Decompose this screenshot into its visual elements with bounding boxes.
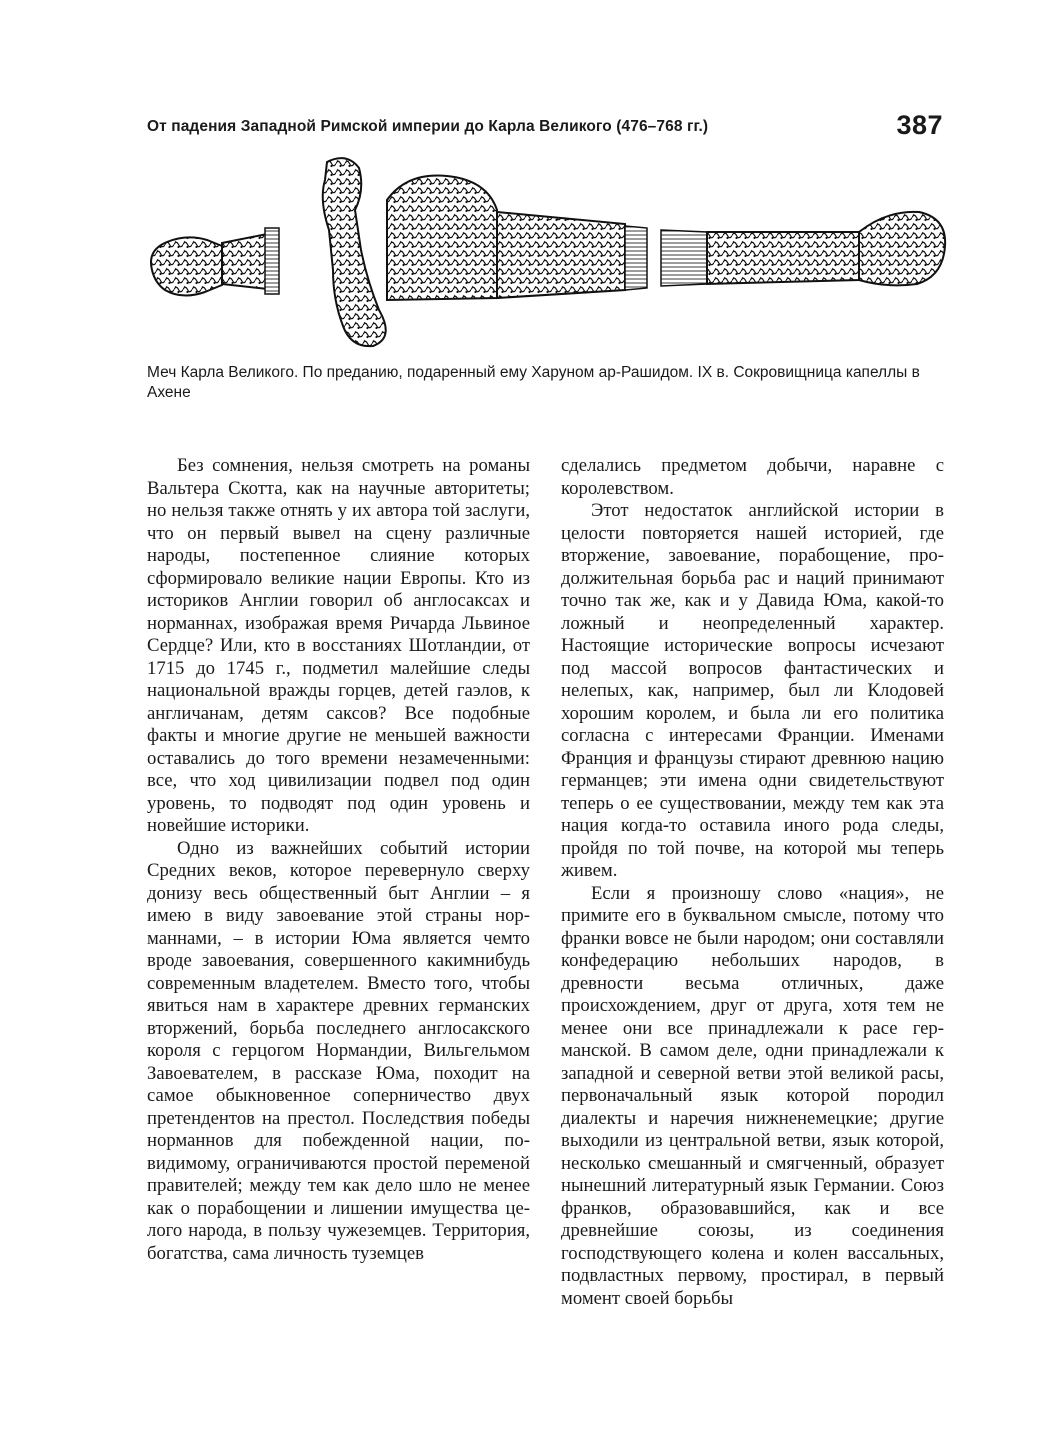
- figure-caption: Меч Карла Великого. По преданию, подаренный ему Харуном ар-Рашидом. IX в. Сокровищница капеллы в Ахене: [147, 364, 920, 401]
- crossguard: [323, 158, 386, 346]
- scabbard-chape: [859, 212, 945, 285]
- running-header: [147, 110, 943, 146]
- sword-illustration: [147, 150, 947, 350]
- paragraph: Без сомнения, нельзя смотреть на романы Вальтера Скотта, как на научные авторитеты; но нельзя также отнять у их автора той заслуги, что он первый вывел на сцену различные народы, постепенное слияние которых сформировало великие нации Европы. Кто из историков Англии говорил об англосаксах и норманнах, изображая время Ричарда Львиное Сердце? Или, кто в восстаниях Шотландии, от 1715 до 1745 г., подметил малейшие следы национальной вражды горцев, детей гаэлов, к англичанам, детям саксов? Все подобные факты и многие другие не меньшей важности оставались до того времени незамеченными: все, что ход цивилизации подвел под один уровень, то подводят под один уровень и новейшие историки.: [147, 455, 530, 836]
- sword-engraving: [147, 150, 947, 350]
- paragraph: Этот недостаток английской истории в целости повторяется нашей историей, где вторжение, завоевание, порабощение, продолжительная борьба рас и наций принимают точно так же, как и у Давида Юма, какой-то ложный и неопределенный характер. Настоящие исторические вопросы исчезают под массой вопросов фантастических и нелепых, как, например, был ли Клодовей хорошим королем, и была ли его политика согласна с интересами Франции. Именами Франция и французы стирают древнюю нацию германцев; эти имена одни свидетельствуют теперь о ее существовании, между тем как эта нация когда-то оставила иного рода следы, пройдя по той почве, на которой мы теперь живем.: [561, 500, 944, 881]
- running-title: От падения Западной Римской империи до Карла Великого (476–768 гг.): [147, 118, 709, 135]
- scabbard-body: [625, 226, 859, 290]
- pommel: [151, 237, 222, 295]
- right-column: [561, 455, 944, 1310]
- paragraph: Одно из важнейших событий истории Средних веков, которое перевернуло сверху донизу весь общественный быт Англии – я имею в виду завоевание этой страны норманнами, – в истории Юма является чемто вроде завоевания, совершенного какимнибудь современным владетелем. Вместо того, чтобы явиться нам в характере древних германских вторжений, борьба последнего англосакского короля с герцогом Нормандии, Вильгельмом Завоевателем, в рассказе Юма, походит на самое обыкновенное соперничество двух претендентов на престол. Последствия победы норманнов для побежденной нации, по-видимому, ограничиваются простой переменой правителей; между тем как дело шло не менее как о порабощении и лишении имущества целого народа, в пользу чужеземцев. Территория, богатства, сама личность туземцев: [147, 837, 530, 1264]
- left-column: [147, 455, 530, 1265]
- page-number: 387: [896, 110, 943, 140]
- paragraph: Если я произношу слово «нация», не примите его в буквальном смысле, потому что франки вовсе не были народом; они составляли конфедерацию небольших народов, в древности весьма отличных, даже происхождением, друг от друга, хотя тем не менее они все принадлежали к расе германской. В самом деле, одни принадлежали к западной и северной ветви этой великой расы, первоначальный язык которой породил диалекты и наречия нижненемецкие; другие выходили из центральной ветви, язык которой, несколько смешанный и смягченный, образует нынешний литературный язык Германии. Союз франков, образовавшийся, как и все древнейшие союзы, из соединения господствующего колена и колен вассальных, подвластных первому, простирал, в первый момент своей борьбы: [561, 882, 944, 1309]
- scabbard-locket: [387, 176, 625, 301]
- grip: [222, 228, 279, 294]
- paragraph: сделались предметом добычи, наравне с королевством.: [561, 455, 944, 499]
